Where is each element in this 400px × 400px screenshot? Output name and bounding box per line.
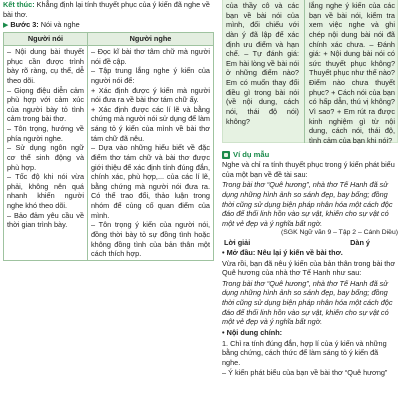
step-text: Nói và nghe [40,20,80,30]
play-triangle-icon: ▶ [3,22,9,30]
speaker-line: – Sử dụng ngôn ngữ cơ thể sinh động và phù hợp. [7,143,84,172]
box-divider [304,0,305,143]
opening-text: Vừa rồi, bạn đã nêu ý kiến của bản thân trong bài thơ Quê hương của nhà thơ Tế Hanh như sau: [222,258,396,278]
conclusion-paragraph [3,0,216,19]
speaker-line: – Tốc độ khi nói vừa phải, không nên quá nhanh khiến người nghe khó theo dõi. [7,172,84,211]
body-text-2: – Ý kiến phát biểu của bạn về bài thơ “Quê hương” [222,368,388,378]
body-heading: • Nội dung chính: [222,327,283,337]
listener-line: – Dựa vào những hiểu biết về đặc điểm thơ tám chữ và bài thơ được giới thiệu để xác định tính đúng đắn, chính xác, phù hợp,... của các lí lẽ, bằng chứng mà người nói đưa ra. Có thể trao đổi, thảo luận trong nhóm để củng cố quan điểm của mình. [91,143,210,220]
listener-line: – Đọc kĩ bài thơ tâm chữ mà người nói đề cập. [91,47,210,66]
left-column [3,0,216,261]
example-section [222,150,398,379]
guide-row [222,238,398,248]
step-label: Bước 3: [10,20,39,30]
box-left-cell: của thầy cô và các bạn về bài nói của mình, đối chiếu với dàn ý đã lập để xác định ưu điểm và hạn chế. – Tự đánh giá: Em hài lòng về bài nói ở những điểm nào? Em có muốn thay đổi điều gì trong bài nói (về nội dung, cách nói, thái độ nói) không? [226,1,299,126]
table-header-listener: Người nghe [88,33,214,46]
body-text-1: 1. Chỉ ra tính đúng đắn, hợp lí của ý kiến và những bằng chứng, cách thức để làm sáng tỏ ý kiến đã nghe. [222,338,387,367]
conclusion-text: Khẳng định lại tính thuyết phục của ý kiến đã nghe về bài thơ. [3,0,210,19]
example-title: Ví dụ mẫu [233,150,270,159]
box-right-cell: lắng nghe ý kiến của các bạn về bài nói, kiểm tra xem việc nghe và ghi chép nội dung bài nói đã chính xác chưa. – Đánh giá: + Nội dung bài nói có sức thuyết phục không? Thuyết phục như thế nào? Điểm nào chưa thuyết phục? + Cách nói của bạn có hấp dẫn, thú vị không? Vì sao? + Em rút ra được kinh nghiệm gì từ nội dung, cách nói, thái độ, tình cảm của bạn khi nói? [309,1,395,145]
example-icon [222,151,230,159]
opening-quote: Trong bài thơ “Quê hương”, nhà thơ Tế Hanh đã sử dụng những hình ảnh so sánh đẹp, bay bổng; đồng thời cũng sử dụng biện pháp nhân hóa một cách độc đáo để thổi linh hồn vào sự vật, khiến cho sự vật có một vẻ đẹp và ý nghĩa bất ngờ. [222,278,393,327]
speaker-line: – Tôn trọng, hướng về phía người nghe. [7,124,84,143]
conclusion-label: Kết thúc: [3,0,35,9]
example-heading [222,150,398,160]
source-citation: (SGK Ngữ văn 9 – Tập 2 – Cánh Diều) [280,229,398,237]
speaker-cell [4,46,88,261]
listener-line: – Tập trung lắng nghe ý kiến của người nói để: [91,66,210,85]
step-heading [3,20,216,30]
outline-label: Dàn ý [350,238,370,248]
speaker-line: – Bảo đảm yêu cầu về thời gian trình bày. [7,210,84,230]
speaker-line: – Giọng điệu diễn cảm phù hợp với cảm xúc của người bày tỏ tình cảm trong bài thơ. [7,85,84,124]
example-intro: Nghe và chỉ ra tính thuyết phục trong ý kiến phát biểu của một bạn về đề tài sau: [222,160,395,179]
example-prompt: Trong bài thơ “Quê hương”, nhà thơ Tế Hanh đã sử dụng những hình ảnh so sánh đẹp, bay bổng; đồng thời cũng sử dụng biện pháp nhân hóa một cách độc đáo để thổi linh hồn vào sự vật, khiến cho sự vật có một vẻ đẹp và ý nghĩa bất ngờ. [222,180,393,228]
speaker-line: – Nội dung bài thuyết phục cần được trình bày rõ ràng, cụ thể, dễ theo dõi. [7,47,84,85]
opening-heading: • Mở đầu: Nêu lại ý kiến về bài thơ. [222,247,343,257]
table-header-speaker: Người nói [4,33,88,46]
speaker-listener-table [3,32,214,260]
listener-cell [88,46,214,261]
listener-line: + Xác định được ý kiến mà người nói đưa ra về bài thơ tám chữ ấy. [91,85,210,105]
continued-table-box [222,0,398,143]
listener-line: + Xác định được các lí lẽ và bằng chứng mà người nói sử dụng để làm sáng tỏ ý kiến của mình về bài thơ tám chữ đã nêu. [91,104,210,143]
guide-label: Lời giải [224,238,251,248]
listener-line: – Tôn trọng ý kiến của người nói, đồng thời bày tỏ sự đồng tình hoặc không đồng tình của bản thân một cách thích hợp. [91,220,210,259]
